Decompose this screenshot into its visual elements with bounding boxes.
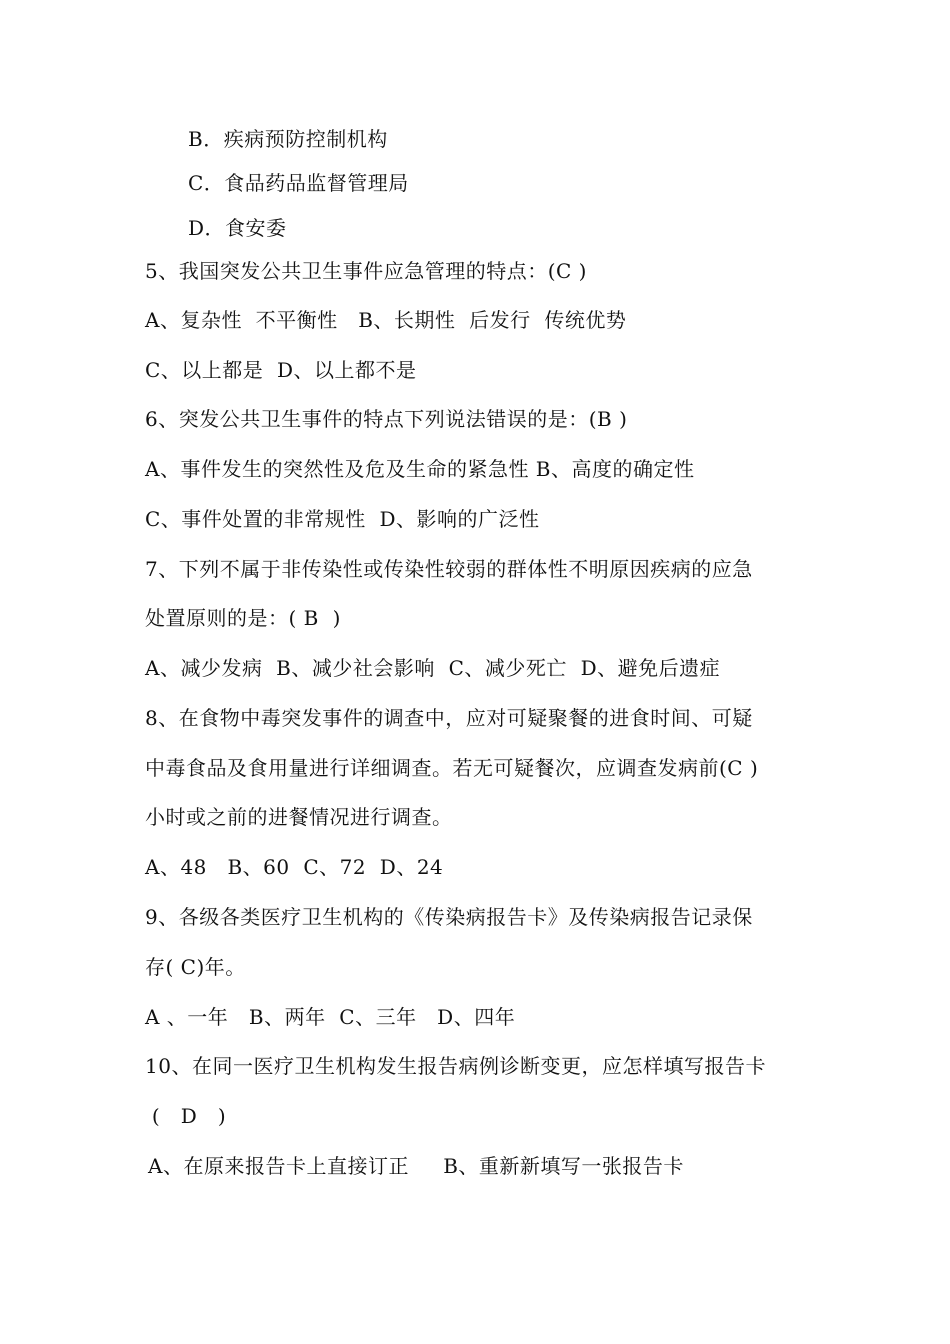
question-line: 处置原则的是：( B ) (145, 606, 341, 630)
option-line: A 、一年 B、两年 C、三年 D、四年 (145, 1005, 516, 1029)
option-line: C．食品药品监督管理局 (188, 171, 409, 195)
question-line: 存( C)年。 (145, 955, 246, 979)
question-line: 7、下列不属于非传染性或传染性较弱的群体性不明原因疾病的应急 (145, 557, 753, 581)
question-line: 9、各级各类医疗卫生机构的《传染病报告卡》及传染病报告记录保 (145, 905, 753, 929)
option-line: A、在原来报告卡上直接订正 B、重新新填写一张报告卡 (148, 1154, 684, 1178)
option-line: A、48 B、60 C、72 D、24 (145, 855, 444, 879)
question-line: 小时或之前的进餐情况进行调查。 (145, 805, 453, 829)
question-line: 5、我国突发公共卫生事件应急管理的特点：(C ) (145, 259, 587, 283)
option-line: B．疾病预防控制机构 (188, 127, 388, 151)
option-line: D．食安委 (188, 216, 287, 240)
question-line: 中毒食品及食用量进行详细调查。若无可疑餐次，应调查发病前(C ) (145, 756, 759, 780)
option-line: A、复杂性 不平衡性 B、长期性 后发行 传统优势 (145, 308, 627, 332)
option-line: A、减少发病 B、减少社会影响 C、减少死亡 D、避免后遗症 (145, 656, 721, 680)
option-line: A、事件发生的突然性及危及生命的紧急性 B、高度的确定性 (145, 457, 695, 481)
question-line: 8、在食物中毒突发事件的调查中，应对可疑聚餐的进食时间、可疑 (145, 706, 753, 730)
option-line: C、事件处置的非常规性 D、影响的广泛性 (145, 507, 540, 531)
question-line: 10、在同一医疗卫生机构发生报告病例诊断变更，应怎样填写报告卡 (145, 1054, 766, 1078)
question-line: 6、突发公共卫生事件的特点下列说法错误的是：(B ) (145, 407, 628, 431)
question-line: ( D ) (145, 1104, 227, 1128)
option-line: C、以上都是 D、以上都不是 (145, 358, 417, 382)
